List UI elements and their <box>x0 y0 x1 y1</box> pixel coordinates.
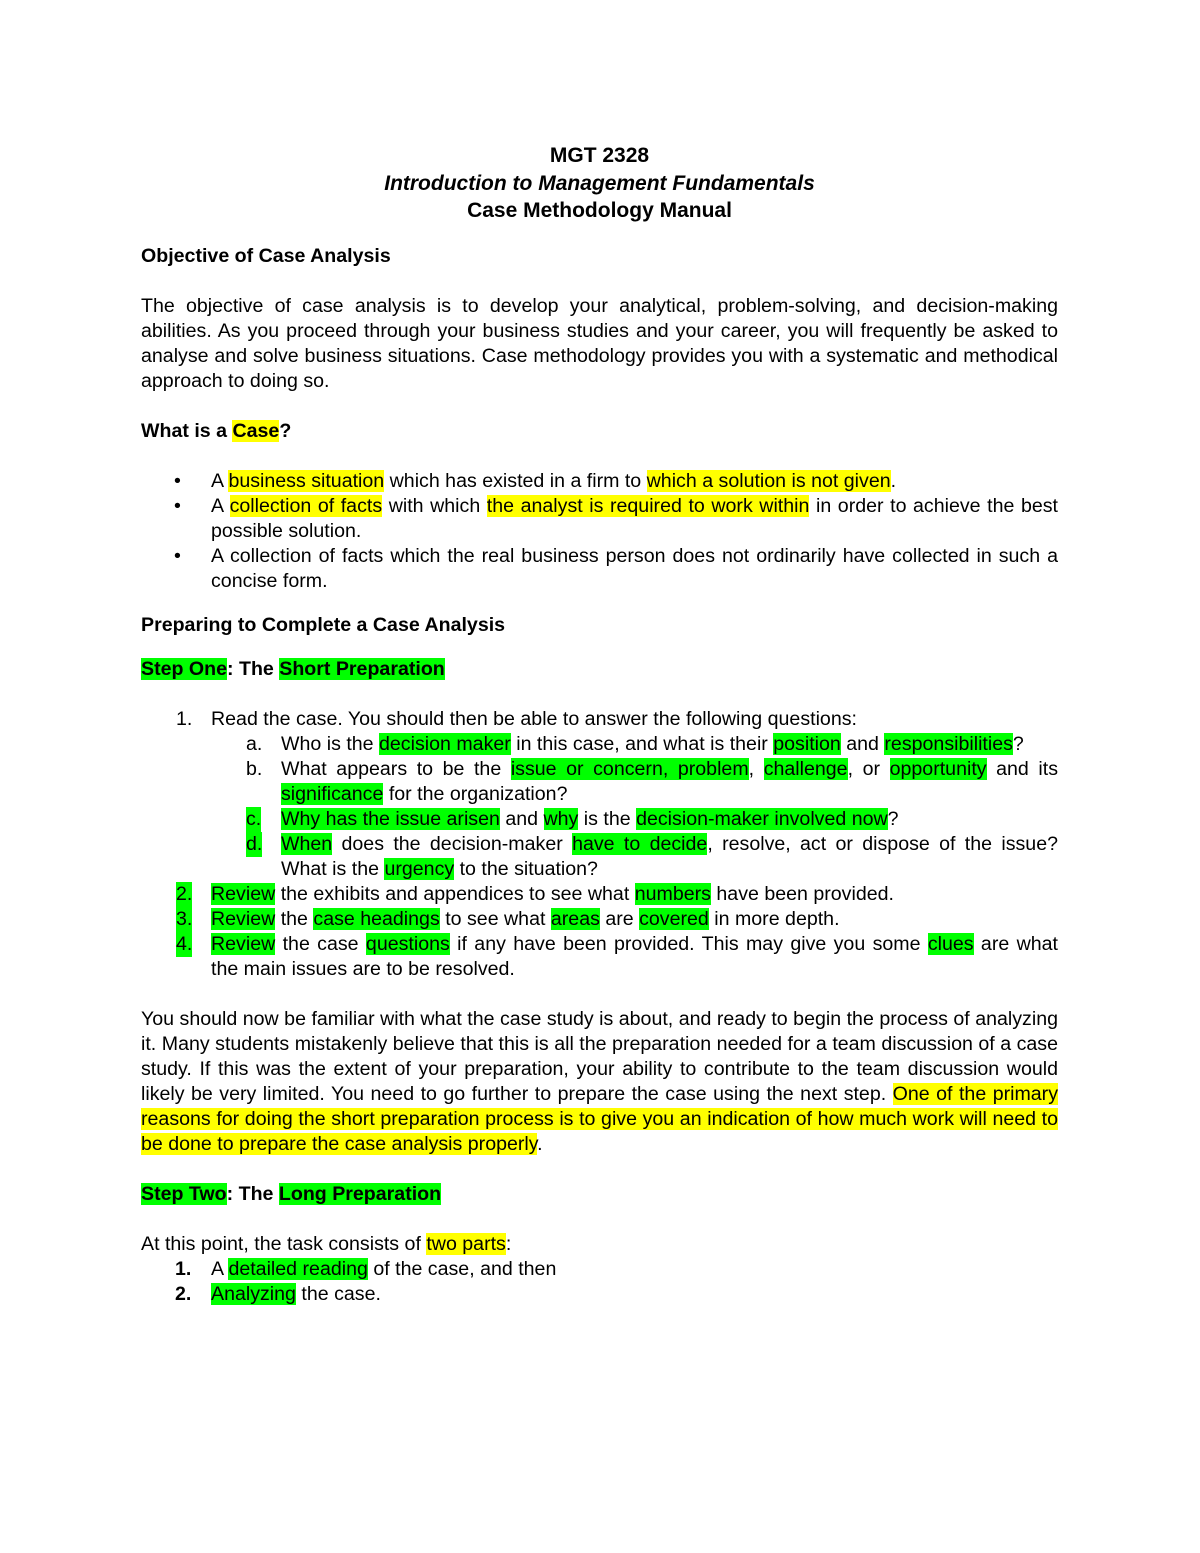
step-two-intro: At this point, the task consists of two parts: <box>141 1232 512 1255</box>
what-is-case-heading: What is a Case? <box>141 419 292 442</box>
list-item: 3. Review the case headings to see what areas are covered in more depth. <box>176 907 840 930</box>
case-definition-list <box>141 469 1058 594</box>
list-item: c. Why has the issue arisen and why is the decision-maker involved now? <box>246 807 899 830</box>
objective-paragraph: The objective of case analysis is to develop your analytical, problem-solving, and decision-making abilities. As you proceed through your business studies and your career, you will frequently be asked to analyse and solve business situations. Case methodology provides you with a systematic and methodical approach to doing so. <box>141 294 1058 392</box>
course-code: MGT 2328 <box>549 144 650 167</box>
preparing-heading: Preparing to Complete a Case Analysis <box>141 613 506 636</box>
manual-title: Case Methodology Manual <box>467 199 732 222</box>
list-item: 2. Analyzing the case. <box>175 1282 381 1305</box>
list-item: a. Who is the decision maker in this case, and what is their position and responsibilities? <box>246 732 1024 755</box>
document-header <box>141 142 1058 225</box>
question-list <box>211 732 1058 882</box>
step-one-list <box>141 707 1058 982</box>
list-item: 1. Read the case. You should then be able to answer the following questions: a. Who is the decision maker in this case, and what is their position and responsibilities? b. What appears to be the issue or concern, problem, challenge, or opportunity and its significance for the organization? c. Why has the issue arisen and why is the decision-maker involved now? d. When does the decision-maker have to decide, resolve, act or dispose of the issue? What is the urgency to the situation? <box>176 707 1059 880</box>
list-item: • A collection of facts with which the analyst is required to work within in order to achieve the best possible solution. <box>141 494 1058 544</box>
summary-paragraph: You should now be familiar with what the case study is about, and ready to begin the process of analyzing it. Many students mistakenly believe that this is all the preparation needed for a team discussion of a case study. If this was the extent of your preparation, your ability to contribute to the team discussion would likely be very limited. You need to go further to prepare the case using the next step. One of the primary reasons for doing the short preparation process is to give you an indication of how much work will need to be done to prepare the case analysis properly. <box>141 1007 1059 1155</box>
list-item: b. What appears to be the issue or concern, problem, challenge, or opportunity and its significance for the organization? <box>246 757 1059 805</box>
step-one-heading: Step One: The Short Preparation <box>141 657 445 680</box>
list-item: 2. Review the exhibits and appendices to see what numbers have been provided. <box>176 882 894 905</box>
objective-heading: Objective of Case Analysis <box>141 244 391 267</box>
step-two-heading: Step Two: The Long Preparation <box>141 1182 442 1205</box>
list-item: d. When does the decision-maker have to decide, resolve, act or dispose of the issue? What is the urgency to the situation? <box>246 832 1058 880</box>
list-item: • A collection of facts which the real business person does not ordinarily have collected in such a concise form. <box>141 544 1058 594</box>
highlight: Case <box>232 419 280 442</box>
list-item: • A business situation which has existed in a firm to which a solution is not given. <box>141 469 1058 494</box>
course-title: Introduction to Management Fundamentals <box>384 171 815 195</box>
list-item: 1. A detailed reading of the case, and then <box>175 1257 557 1280</box>
document-page <box>141 142 1058 1307</box>
list-item: 4. Review the case questions if any have been provided. This may give you some clues are what the main issues are to be resolved. <box>176 932 1058 980</box>
step-two-list <box>141 1257 1058 1307</box>
